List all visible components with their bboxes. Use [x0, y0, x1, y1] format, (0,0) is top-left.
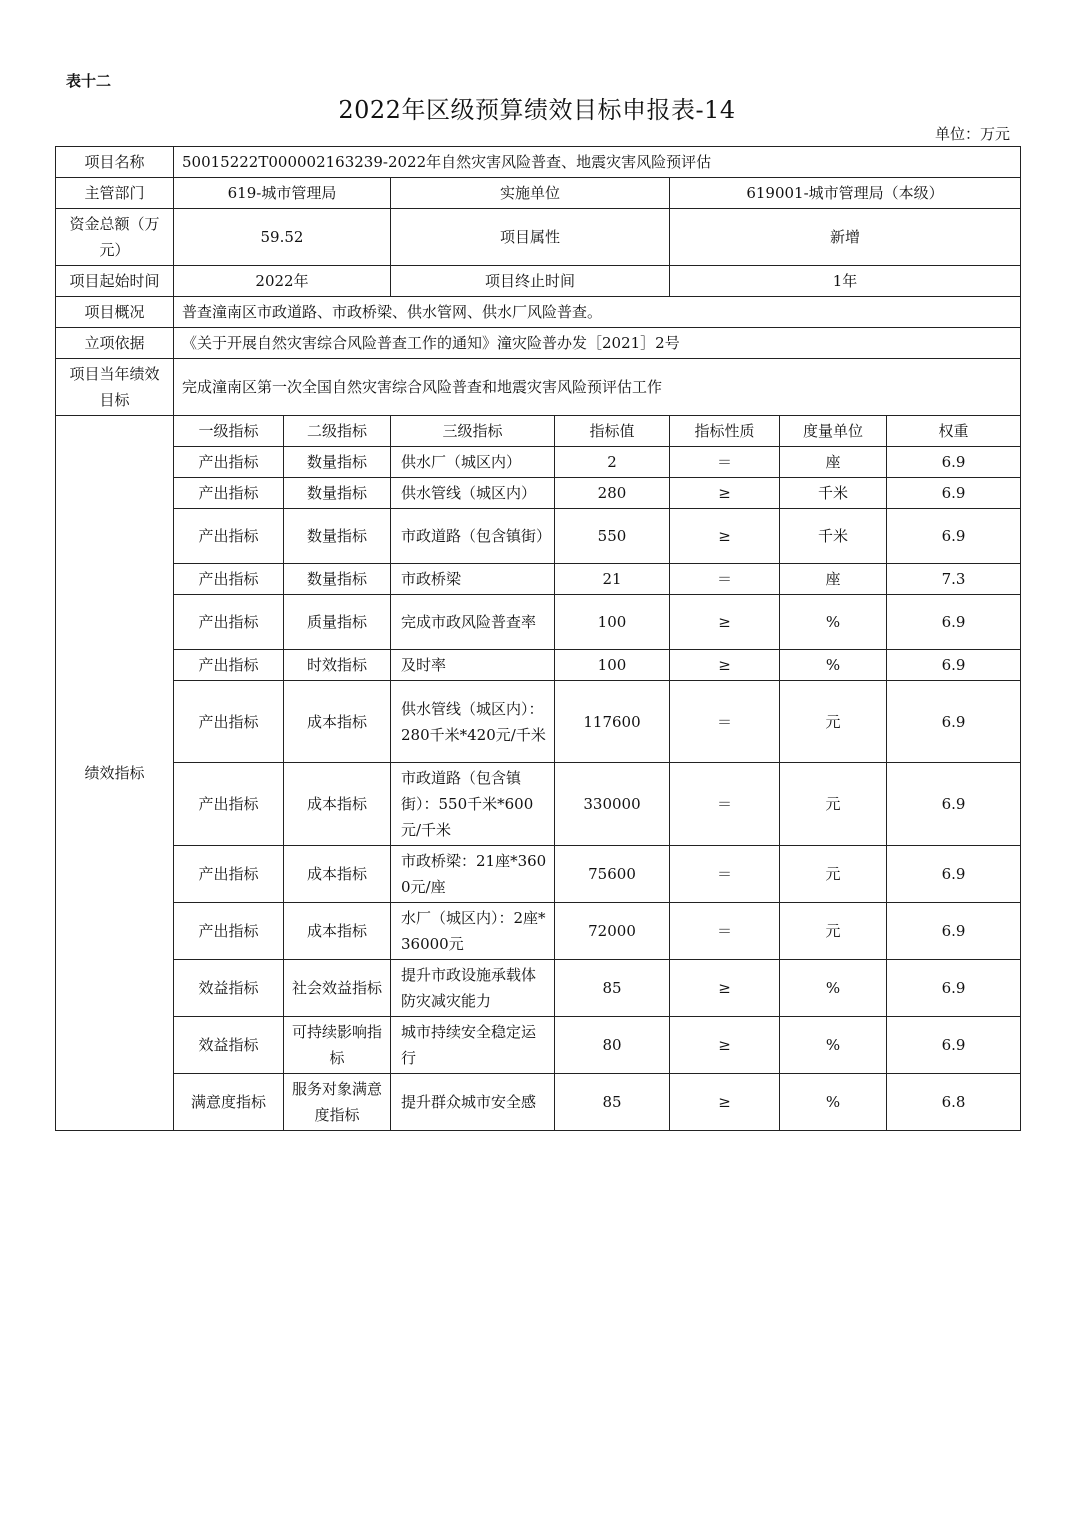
- level2-indicator-cell: 社会效益指标: [284, 960, 391, 1017]
- indicator-value-cell: 85: [555, 1074, 670, 1131]
- level1-indicator-cell: 产出指标: [174, 650, 284, 681]
- level3-indicator-cell: 城市持续安全稳定运行: [391, 1017, 555, 1074]
- measure-unit-cell: 元: [780, 903, 887, 960]
- indicator-nature-cell: ＝: [670, 846, 780, 903]
- weight-cell: 6.9: [887, 681, 1021, 763]
- level2-indicator-cell: 成本指标: [284, 846, 391, 903]
- measure-unit-cell: %: [780, 650, 887, 681]
- indicator-nature-cell: ≥: [670, 509, 780, 564]
- weight-cell: 6.9: [887, 846, 1021, 903]
- weight-cell: 6.9: [887, 763, 1021, 846]
- budget-performance-table: [55, 146, 1021, 1131]
- measure-unit-cell: 千米: [780, 478, 887, 509]
- indicator-nature-cell: ＝: [670, 681, 780, 763]
- weight-cell: 6.9: [887, 960, 1021, 1017]
- indicator-nature-cell: ＝: [670, 903, 780, 960]
- level1-indicator-cell: 产出指标: [174, 903, 284, 960]
- department-label: 主管部门: [56, 178, 174, 209]
- level2-indicator-cell: 成本指标: [284, 763, 391, 846]
- table-row: [56, 846, 1021, 903]
- table-row: [56, 595, 1021, 650]
- perf-section-label: 绩效指标: [56, 416, 174, 1131]
- row-time: [56, 266, 1021, 297]
- level2-indicator-cell: 成本指标: [284, 681, 391, 763]
- indicator-nature-cell: ≥: [670, 478, 780, 509]
- start-time-value: 2022年: [174, 266, 391, 297]
- table-row: [56, 1017, 1021, 1074]
- start-time-label: 项目起始时间: [56, 266, 174, 297]
- measure-unit-cell: %: [780, 960, 887, 1017]
- level3-indicator-cell: 供水管线（城区内）：280千米*420元/千米: [391, 681, 555, 763]
- table-row: [56, 960, 1021, 1017]
- project-attribute-label: 项目属性: [391, 209, 670, 266]
- header-level3: 三级指标: [391, 416, 555, 447]
- indicator-value-cell: 100: [555, 650, 670, 681]
- level3-indicator-cell: 市政道路（包含镇街）: [391, 509, 555, 564]
- basis-value: 《关于开展自然灾害综合风险普查工作的通知》潼灾险普办发［2021］2号: [174, 328, 1021, 359]
- level1-indicator-cell: 产出指标: [174, 478, 284, 509]
- table-row: [56, 1074, 1021, 1131]
- measure-unit-cell: 元: [780, 681, 887, 763]
- table-row: [56, 903, 1021, 960]
- indicator-nature-cell: ≥: [670, 1017, 780, 1074]
- indicator-value-cell: 72000: [555, 903, 670, 960]
- indicator-value-cell: 280: [555, 478, 670, 509]
- table-row: [56, 509, 1021, 564]
- row-fund: [56, 209, 1021, 266]
- indicator-nature-cell: ＝: [670, 447, 780, 478]
- row-project-name: [56, 147, 1021, 178]
- level1-indicator-cell: 产出指标: [174, 595, 284, 650]
- measure-unit-cell: %: [780, 1017, 887, 1074]
- indicator-value-cell: 2: [555, 447, 670, 478]
- level3-indicator-cell: 供水管线（城区内）: [391, 478, 555, 509]
- measure-unit-cell: %: [780, 595, 887, 650]
- level2-indicator-cell: 时效指标: [284, 650, 391, 681]
- indicator-value-cell: 80: [555, 1017, 670, 1074]
- weight-cell: 6.9: [887, 447, 1021, 478]
- header-level2: 二级指标: [284, 416, 391, 447]
- indicator-value-cell: 550: [555, 509, 670, 564]
- indicator-value-cell: 85: [555, 960, 670, 1017]
- level3-indicator-cell: 市政道路（包含镇街）：550千米*600元/千米: [391, 763, 555, 846]
- level2-indicator-cell: 数量指标: [284, 509, 391, 564]
- indicator-nature-cell: ＝: [670, 763, 780, 846]
- level2-indicator-cell: 数量指标: [284, 564, 391, 595]
- overview-value: 普查潼南区市政道路、市政桥梁、供水管网、供水厂风险普查。: [174, 297, 1021, 328]
- implementing-unit-value: 619001-城市管理局（本级）: [670, 178, 1021, 209]
- level1-indicator-cell: 产出指标: [174, 509, 284, 564]
- table-row: [56, 650, 1021, 681]
- level3-indicator-cell: 市政桥梁：21座*3600元/座: [391, 846, 555, 903]
- implementing-unit-label: 实施单位: [391, 178, 670, 209]
- indicator-value-cell: 117600: [555, 681, 670, 763]
- weight-cell: 6.9: [887, 1017, 1021, 1074]
- weight-cell: 6.9: [887, 650, 1021, 681]
- row-perf-header: [56, 416, 1021, 447]
- fund-total-value: 59.52: [174, 209, 391, 266]
- measure-unit-cell: 座: [780, 564, 887, 595]
- level3-indicator-cell: 提升市政设施承载体防灾减灾能力: [391, 960, 555, 1017]
- header-value: 指标值: [555, 416, 670, 447]
- indicator-nature-cell: ≥: [670, 650, 780, 681]
- level1-indicator-cell: 产出指标: [174, 564, 284, 595]
- level2-indicator-cell: 成本指标: [284, 903, 391, 960]
- overview-label: 项目概况: [56, 297, 174, 328]
- level1-indicator-cell: 效益指标: [174, 960, 284, 1017]
- weight-cell: 6.9: [887, 903, 1021, 960]
- unit-label: 单位：万元: [934, 125, 1010, 143]
- weight-cell: 6.9: [887, 478, 1021, 509]
- table-row: [56, 681, 1021, 763]
- level1-indicator-cell: 满意度指标: [174, 1074, 284, 1131]
- level3-indicator-cell: 供水厂（城区内）: [391, 447, 555, 478]
- row-basis: [56, 328, 1021, 359]
- level3-indicator-cell: 水厂（城区内）：2座*36000元: [391, 903, 555, 960]
- level3-indicator-cell: 提升群众城市安全感: [391, 1074, 555, 1131]
- header-unit: 度量单位: [780, 416, 887, 447]
- end-time-value: 1年: [670, 266, 1021, 297]
- level2-indicator-cell: 数量指标: [284, 478, 391, 509]
- measure-unit-cell: 座: [780, 447, 887, 478]
- weight-cell: 6.8: [887, 1074, 1021, 1131]
- weight-cell: 6.9: [887, 509, 1021, 564]
- indicator-value-cell: 100: [555, 595, 670, 650]
- table-row: [56, 763, 1021, 846]
- table-row: [56, 564, 1021, 595]
- measure-unit-cell: 千米: [780, 509, 887, 564]
- level3-indicator-cell: 完成市政风险普查率: [391, 595, 555, 650]
- goal-value: 完成潼南区第一次全国自然灾害综合风险普查和地震灾害风险预评估工作: [174, 359, 1021, 416]
- header-weight: 权重: [887, 416, 1021, 447]
- measure-unit-cell: 元: [780, 763, 887, 846]
- indicator-value-cell: 75600: [555, 846, 670, 903]
- row-department: [56, 178, 1021, 209]
- indicator-nature-cell: ＝: [670, 564, 780, 595]
- level3-indicator-cell: 及时率: [391, 650, 555, 681]
- level1-indicator-cell: 产出指标: [174, 447, 284, 478]
- level1-indicator-cell: 效益指标: [174, 1017, 284, 1074]
- level1-indicator-cell: 产出指标: [174, 846, 284, 903]
- project-attribute-value: 新增: [670, 209, 1021, 266]
- end-time-label: 项目终止时间: [391, 266, 670, 297]
- measure-unit-cell: %: [780, 1074, 887, 1131]
- row-goal: [56, 359, 1021, 416]
- basis-label: 立项依据: [56, 328, 174, 359]
- project-name-value: 50015222T000002163239-2022年自然灾害风险普查、地震灾害风险预评估: [174, 147, 1021, 178]
- indicator-nature-cell: ≥: [670, 960, 780, 1017]
- table-row: [56, 447, 1021, 478]
- weight-cell: 6.9: [887, 595, 1021, 650]
- indicator-value-cell: 21: [555, 564, 670, 595]
- row-overview: [56, 297, 1021, 328]
- header-level1: 一级指标: [174, 416, 284, 447]
- goal-label: 项目当年绩效目标: [56, 359, 174, 416]
- level2-indicator-cell: 可持续影响指标: [284, 1017, 391, 1074]
- table-row: [56, 478, 1021, 509]
- measure-unit-cell: 元: [780, 846, 887, 903]
- level2-indicator-cell: 服务对象满意度指标: [284, 1074, 391, 1131]
- level3-indicator-cell: 市政桥梁: [391, 564, 555, 595]
- level2-indicator-cell: 质量指标: [284, 595, 391, 650]
- weight-cell: 7.3: [887, 564, 1021, 595]
- document-title: 2022年区级预算绩效目标申报表-14: [338, 96, 736, 124]
- department-value: 619-城市管理局: [174, 178, 391, 209]
- indicator-value-cell: 330000: [555, 763, 670, 846]
- level1-indicator-cell: 产出指标: [174, 681, 284, 763]
- project-name-label: 项目名称: [56, 147, 174, 178]
- level2-indicator-cell: 数量指标: [284, 447, 391, 478]
- indicator-nature-cell: ≥: [670, 1074, 780, 1131]
- fund-total-label: 资金总额（万元）: [56, 209, 174, 266]
- level1-indicator-cell: 产出指标: [174, 763, 284, 846]
- header-nature: 指标性质: [670, 416, 780, 447]
- table-number-label: 表十二: [66, 72, 112, 90]
- indicator-nature-cell: ≥: [670, 595, 780, 650]
